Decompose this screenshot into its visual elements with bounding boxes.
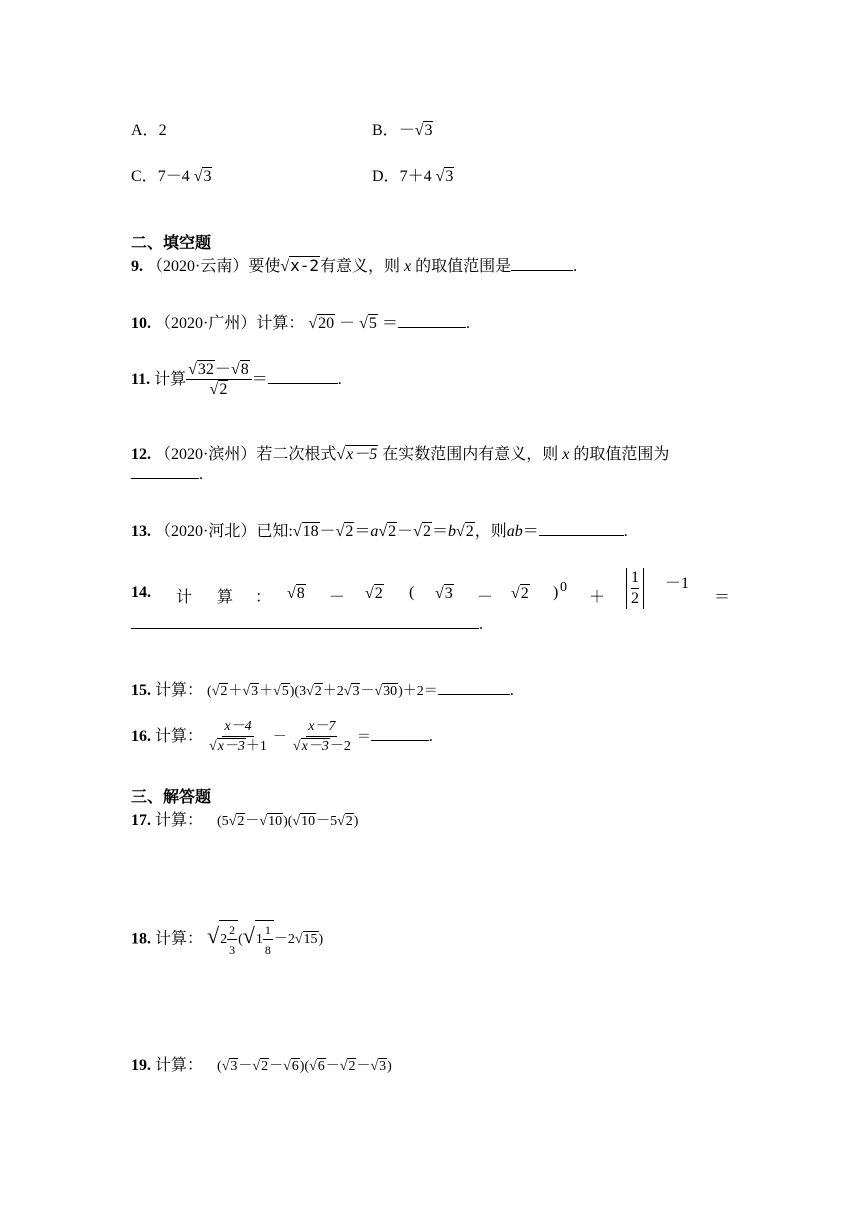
expression: (5√2－√10)(√10－5√2) — [217, 814, 359, 829]
question-12-blank-line — [131, 466, 203, 484]
operator: － — [329, 589, 346, 606]
choice-label: B． — [372, 122, 399, 139]
question-text: . — [465, 315, 470, 332]
answer-blank[interactable] — [511, 269, 573, 271]
expression: (√3－√2－√6)(√6－√2－√3) — [217, 1059, 392, 1074]
radicand: 18 — [302, 523, 319, 540]
radicand: 10 — [268, 814, 283, 829]
question-number: 18. — [131, 930, 151, 948]
question-text: （2020·河北）已知: — [155, 523, 293, 540]
question-number: 16. — [131, 728, 151, 746]
radicand: 15 — [303, 932, 318, 948]
question-9: 9. （2020·云南）要使√x-2有意义，则 x 的取值范围是 . — [131, 256, 578, 275]
operator: ) — [553, 584, 559, 601]
question-text: （2020·广州）计算： — [155, 315, 305, 332]
question-text: . — [428, 728, 433, 746]
radicand: x－3 — [301, 739, 329, 754]
sqrt-expr: √3 — [435, 585, 453, 602]
radicand: 3 — [203, 168, 212, 185]
sqrt-expr: √2 — [365, 585, 383, 602]
question-text: . — [623, 523, 628, 540]
operator: － — [397, 523, 414, 540]
question-text: 计算： — [155, 728, 204, 746]
operator: ＝ — [381, 315, 398, 332]
radicand: 2 — [237, 814, 245, 829]
question-17 — [131, 807, 358, 830]
question-text: . — [337, 370, 342, 388]
operator: ＝ — [354, 523, 371, 540]
question-text: . — [573, 258, 578, 275]
radicand: 3 — [251, 684, 259, 699]
operator: － — [272, 730, 287, 746]
question-number: 15. — [131, 682, 151, 699]
question-text: ： — [255, 589, 272, 606]
answer-blank[interactable] — [131, 627, 479, 629]
radicand: 2 — [345, 523, 354, 540]
sqrt-expr: √8 — [287, 585, 305, 602]
radicand: 8 — [240, 361, 249, 378]
operator: － — [214, 361, 231, 378]
question-text: 的取值范围是 — [415, 258, 512, 275]
question-text: （2020·滨州）若二次根式 — [155, 446, 337, 463]
operator: ＝ — [356, 730, 371, 746]
operator: － — [477, 589, 494, 606]
radicand: 6 — [291, 1059, 299, 1074]
question-text: 计算： — [155, 682, 204, 699]
question-number: 11. — [131, 370, 151, 388]
radicand: 2 — [220, 684, 228, 699]
radicand: 2 — [388, 523, 397, 540]
radicand: 5 — [368, 315, 377, 332]
radicand: 2 — [345, 814, 353, 829]
radicand: 2 — [422, 523, 431, 540]
question-text: 算 — [217, 589, 234, 606]
question-text: 计算： — [155, 1057, 204, 1074]
question-number: 12. — [131, 446, 151, 463]
radicand: 3 — [379, 1059, 387, 1074]
radicand: 2 — [465, 523, 474, 540]
choice-label: D． — [372, 168, 400, 185]
section-title-fill: 二、填空题 — [131, 233, 212, 252]
answer-blank[interactable] — [371, 739, 429, 741]
radicand: 32 — [197, 361, 214, 378]
fraction: $\frac{x-7}{√x-3-2}$ — [292, 719, 351, 754]
exponent: 0 — [560, 580, 567, 595]
variable: x — [562, 446, 570, 463]
radicand: 2 — [314, 684, 322, 699]
exponent: －1 — [665, 575, 690, 592]
radicand: 6 — [317, 1059, 325, 1074]
sqrt-expr: √2 — [511, 585, 529, 602]
operator: ＋ — [589, 589, 606, 606]
fraction-bracket: 1 2 — [626, 568, 644, 609]
question-text: （2020·云南）要使 — [147, 258, 281, 275]
radicand: 2 — [374, 585, 383, 602]
fraction: $\frac{√32-√8}{√2}$ — [186, 360, 252, 400]
expression: √ 2 $\frac{2}{3}$ (√ 1 $\frac{1}{8}$ －2√15) — [207, 932, 323, 947]
radicand: 3 — [445, 168, 454, 185]
radicand: x-2 — [290, 256, 320, 275]
radicand: 30 — [383, 684, 398, 699]
radicand: 2 — [261, 1059, 269, 1074]
radicand: 1 $\frac{1}{8}$ — [255, 920, 274, 960]
question-number: 13. — [131, 523, 151, 540]
question-14-blank-line — [131, 616, 483, 634]
question-number: 14. — [131, 584, 151, 601]
radicand: 2 — [219, 381, 228, 399]
operator: － — [319, 523, 336, 540]
variable: x — [404, 258, 412, 275]
choice-a — [131, 117, 167, 140]
question-text: 计算： — [155, 930, 204, 948]
question-text: 计算 — [154, 370, 187, 388]
radicand: 3 — [352, 684, 360, 699]
fraction: $\frac{x-4}{√x-3+1}$ — [209, 719, 267, 754]
question-text: 计 — [176, 589, 193, 606]
choice-d: D．7＋4 √3 — [372, 168, 454, 185]
question-18 — [131, 920, 323, 960]
choice-c: C．7－4 √3 — [131, 168, 212, 185]
radicand: x－3 — [217, 739, 245, 754]
choice-b: B．－√3 — [372, 122, 433, 139]
question-number: 19. — [131, 1057, 151, 1074]
expression: (√2＋√3＋√5)(3√2＋2√3－√30)＋2＝ — [207, 684, 438, 699]
radicand: 2 — [520, 585, 529, 602]
choice-value: － — [398, 122, 415, 139]
radicand: 3 — [444, 585, 453, 602]
question-13: 13. （2020·河北）已知:√18－√2＝a√2－√2＝b√2，则ab＝ . — [131, 523, 628, 540]
question-text: . — [479, 616, 483, 633]
question-number: 17. — [131, 812, 151, 829]
variable: b — [447, 523, 456, 540]
radicand: 10 — [301, 814, 316, 829]
operator: ＝ — [522, 523, 539, 540]
question-19 — [131, 1052, 392, 1075]
question-number: 9. — [131, 258, 143, 275]
question-text: 的取值范围为 — [573, 446, 670, 463]
radicand: 3 — [230, 1059, 238, 1074]
answer-blank[interactable] — [438, 693, 510, 695]
question-text: . — [509, 682, 514, 699]
radicand: 3 — [424, 122, 433, 139]
radicand: 2 $\frac{2}{3}$ — [219, 920, 238, 960]
question-text: 计算： — [155, 812, 204, 829]
choice-label: A． — [131, 122, 159, 139]
question-10: 10. （2020·广州）计算： √20 － √5 ＝ . — [131, 315, 470, 332]
choice-value: 2 — [158, 122, 167, 139]
answer-blank[interactable] — [398, 326, 466, 328]
operator: － — [339, 315, 356, 332]
operator: ＝ — [251, 370, 268, 388]
choice-label: C． — [131, 168, 158, 185]
question-text: 有意义，则 — [320, 258, 401, 275]
question-14 — [131, 568, 731, 618]
choice-value: 7＋4 — [399, 168, 432, 185]
question-text: ，则 — [474, 523, 507, 540]
question-text: 在实数范围内有意义，则 — [382, 446, 559, 463]
answer-blank[interactable] — [131, 477, 199, 479]
answer-blank[interactable] — [268, 382, 338, 384]
question-text: . — [199, 466, 203, 483]
question-number: 10. — [131, 315, 151, 332]
operator: ( — [409, 584, 415, 601]
variable: a — [370, 523, 379, 540]
question-15 — [131, 677, 514, 700]
answer-blank[interactable] — [539, 534, 624, 536]
radicand: 2 — [348, 1059, 356, 1074]
choice-value: 7－4 — [157, 168, 190, 185]
radicand: 8 — [296, 585, 305, 602]
operator: ＝ — [431, 523, 448, 540]
section-title-solve: 三、解答题 — [131, 787, 212, 806]
variable: ab — [506, 523, 523, 540]
radicand: x－5 — [346, 446, 378, 463]
question-16 — [131, 718, 433, 757]
question-12: 12. （2020·滨州）若二次根式√x－5 在实数范围内有意义，则 x 的取值范围为 — [131, 446, 670, 463]
radicand: 5 — [281, 684, 289, 699]
radicand: 20 — [318, 315, 335, 332]
question-11 — [131, 360, 342, 400]
operator: ＝ — [714, 589, 731, 606]
